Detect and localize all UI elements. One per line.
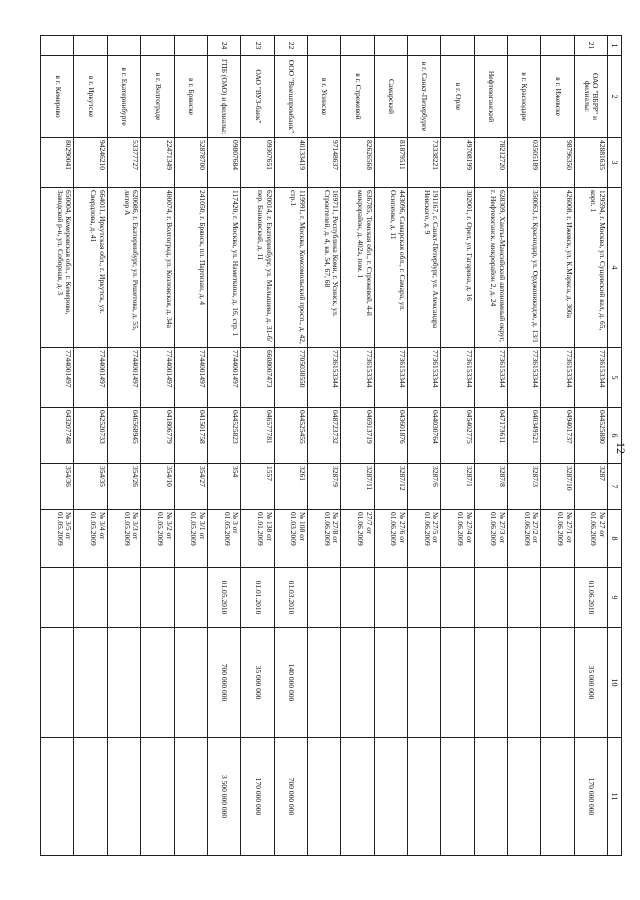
registration-number: 3261 — [274, 464, 307, 510]
registration-number: 354/26 — [107, 464, 140, 510]
row-number — [441, 36, 474, 56]
registration-number: 3287 — [574, 464, 607, 510]
end-date — [307, 568, 340, 628]
address: 350063, г. Краснодар, ул. Орджоникидзе, д. 13/1 — [507, 188, 540, 348]
end-date: 01.03.2010 — [274, 568, 307, 628]
total-amount — [74, 738, 107, 856]
end-date — [74, 568, 107, 628]
contract-reference: № 27 от 01.06.2009 — [574, 510, 607, 568]
contract-reference: № 108 от 01.03.2009 — [274, 510, 307, 568]
okpo-code: 94246210 — [74, 138, 107, 188]
bank-name: в г. Кемерово — [41, 56, 75, 138]
table-row — [41, 36, 75, 856]
registration-number: 354/27 — [174, 464, 207, 510]
credit-limit — [74, 628, 107, 738]
end-date — [41, 568, 75, 628]
address: 191167, г. Санкт-Петербург, ул. Александра Невского, д. 9 — [407, 188, 440, 348]
bank-name: в г. Брянске — [174, 56, 207, 138]
row-number — [341, 36, 374, 56]
contract-reference: № 3/1 от 01.05.2009 — [174, 510, 207, 568]
okpo-code: 03505189 — [507, 138, 540, 188]
bik-code: 044525880 — [574, 408, 607, 464]
inn-code: 7736153344 — [341, 348, 374, 408]
bik-code: 041806779 — [141, 408, 174, 464]
credit-limit: 140 000 000 — [274, 628, 307, 738]
row-number — [374, 36, 407, 56]
inn-code: 7736153344 — [474, 348, 507, 408]
bank-name: в г. Волгограде — [141, 56, 174, 138]
inn-code: 7744001497 — [74, 348, 107, 408]
address: 650004, Кемеровская обл., г. Кемерово, Заводской р-н, ул. Соборная, д. 3 — [41, 188, 75, 348]
bank-name: ОАО "ВБРР" и филиалы: — [574, 56, 607, 138]
credit-limit — [341, 628, 374, 738]
inn-code: 7736153344 — [407, 348, 440, 408]
registration-number: 3287/10 — [541, 464, 574, 510]
table-row — [141, 36, 174, 856]
bank-registry-table — [40, 35, 622, 856]
row-number — [74, 36, 107, 56]
end-date — [474, 568, 507, 628]
table-row — [541, 36, 574, 856]
registration-number: 3287/6 — [407, 464, 440, 510]
contract-reference: № 27/2 от 01.06.2009 — [507, 510, 540, 568]
registration-number: 3287/11 — [341, 464, 374, 510]
column-number-header-row — [608, 36, 622, 856]
total-amount: 170 000 000 — [574, 738, 607, 856]
table-row — [407, 36, 440, 856]
registration-number: 354/35 — [74, 464, 107, 510]
inn-code: 7736153344 — [541, 348, 574, 408]
table-body — [41, 36, 608, 856]
contract-reference: № 3/3 от 01.05.2009 — [107, 510, 140, 568]
bank-name: в г. Усинске — [307, 56, 340, 138]
bank-name: в г. Ижевске — [541, 56, 574, 138]
column-header-6: 6 — [608, 408, 622, 464]
okpo-code: 09807684 — [207, 138, 240, 188]
row-number — [507, 36, 540, 56]
okpo-code: 40133419 — [274, 138, 307, 188]
total-amount — [374, 738, 407, 856]
inn-code: 7705038550 — [274, 348, 307, 408]
okpo-code: 98796350 — [541, 138, 574, 188]
row-number — [107, 36, 140, 56]
okpo-code: 73338221 — [407, 138, 440, 188]
row-number — [474, 36, 507, 56]
total-amount: 170 000 000 — [241, 738, 274, 856]
total-amount — [41, 738, 75, 856]
bank-name: в г. Екатеринбурге — [107, 56, 140, 138]
bank-name: ГПБ (ОАО) и филиалы: — [207, 56, 240, 138]
row-number — [41, 36, 75, 56]
end-date — [441, 568, 474, 628]
column-header-11: 11 — [608, 738, 622, 856]
credit-limit: 35 000 000 — [241, 628, 274, 738]
address: 664011, Иркутская обл., г. Иркутск, ул. Свердлова, д. 41 — [74, 188, 107, 348]
registration-number: 3287/9 — [307, 464, 340, 510]
bik-code: 049401737 — [541, 408, 574, 464]
credit-limit — [507, 628, 540, 738]
column-header-5: 5 — [608, 348, 622, 408]
column-header-2: 2 — [608, 56, 622, 138]
table-row — [574, 36, 607, 856]
contract-reference: № 27/5 от 01.06.2009 — [407, 510, 440, 568]
total-amount — [507, 738, 540, 856]
table-row — [274, 36, 307, 856]
inn-code: 7736153344 — [307, 348, 340, 408]
credit-limit — [541, 628, 574, 738]
end-date — [341, 568, 374, 628]
okpo-code: 09307651 — [241, 138, 274, 188]
inn-code: 7744001497 — [174, 348, 207, 408]
okpo-code: 82626568 — [341, 138, 374, 188]
total-amount — [341, 738, 374, 856]
registration-number: 354/10 — [141, 464, 174, 510]
table-row — [374, 36, 407, 856]
table-row — [441, 36, 474, 856]
column-header-9: 9 — [608, 568, 622, 628]
credit-limit — [407, 628, 440, 738]
bik-code: 044525455 — [274, 408, 307, 464]
end-date — [107, 568, 140, 628]
contract-reference: № 3/2 от 01.05.2009 — [141, 510, 174, 568]
credit-limit: 35 000 000 — [574, 628, 607, 738]
row-number — [541, 36, 574, 56]
contract-reference: № 27/4 от 01.06.2009 — [441, 510, 474, 568]
row-number: 22 — [274, 36, 307, 56]
okpo-code: 80290041 — [41, 138, 75, 188]
bik-code: 042520733 — [74, 408, 107, 464]
bik-code: 043601876 — [374, 408, 407, 464]
end-date — [374, 568, 407, 628]
contract-reference: 27/7 от 01.06.2009 — [341, 510, 374, 568]
total-amount — [174, 738, 207, 856]
bank-name: в г. Орле — [441, 56, 474, 138]
total-amount — [441, 738, 474, 856]
total-amount — [407, 738, 440, 856]
table-row — [474, 36, 507, 856]
address: 119991, г. Москва, Комсомольский просп., д. 42, стр.1 — [274, 188, 307, 348]
total-amount — [474, 738, 507, 856]
row-number: 23 — [241, 36, 274, 56]
inn-code: 7736153344 — [574, 348, 607, 408]
table-row — [507, 36, 540, 856]
bik-code: 041501758 — [174, 408, 207, 464]
bik-code: 045402775 — [441, 408, 474, 464]
address: 620086, г. Екатеринбург, ул. Решетова, д. 55, литер А — [107, 188, 140, 348]
end-date: 01.05.2010 — [207, 568, 240, 628]
address: 620014, г. Екатеринбург, ул. Малышева, д. 31-б/пер. Банковский, д. 11 — [241, 188, 274, 348]
okpo-code: 97148637 — [307, 138, 340, 188]
end-date — [507, 568, 540, 628]
table-row — [174, 36, 207, 856]
rotated-table-wrapper — [40, 35, 622, 855]
registration-number: 354/36 — [41, 464, 75, 510]
credit-limit — [107, 628, 140, 738]
table-row — [207, 36, 240, 856]
okpo-code: 49708199 — [441, 138, 474, 188]
row-number — [307, 36, 340, 56]
inn-code: 7736153344 — [374, 348, 407, 408]
page-number: 12 — [614, 442, 628, 454]
inn-code: 7736153344 — [441, 348, 474, 408]
credit-limit — [307, 628, 340, 738]
credit-limit: 700 000 000 — [207, 628, 240, 738]
registration-number: 3287/3 — [507, 464, 540, 510]
okpo-code: 22471349 — [141, 138, 174, 188]
row-number: 24 — [207, 36, 240, 56]
address: 443096, Самарская обл., г. Самара, ул. Осипенко, д. 11 — [374, 188, 407, 348]
bik-code: 040349521 — [507, 408, 540, 464]
address: 426008, г. Ижевск, ул. К.Маркса, д. 300а — [541, 188, 574, 348]
bik-code: 044030764 — [407, 408, 440, 464]
address: 169711, Республика Коми, г. Усинск, ул. Строителей, д. 4, кв. 54, 67, 68 — [307, 188, 340, 348]
column-header-10: 10 — [608, 628, 622, 738]
inn-code: 7744001497 — [207, 348, 240, 408]
bank-name: ООО "Внешпромбанк" — [274, 56, 307, 138]
bik-code: 044525823 — [207, 408, 240, 464]
inn-code: 6608007473 — [241, 348, 274, 408]
bank-name: в г. Санкт-Петербурге — [407, 56, 440, 138]
end-date: 01.06.2010 — [574, 568, 607, 628]
column-header-4: 4 — [608, 188, 622, 348]
registration-number: 354 — [207, 464, 240, 510]
registration-number: 1557 — [241, 464, 274, 510]
total-amount — [107, 738, 140, 856]
bik-code: 046913719 — [341, 408, 374, 464]
okpo-code: 53377727 — [107, 138, 140, 188]
contract-reference: № 3/5 от 01.05.2009 — [41, 510, 75, 568]
bank-name: Нефтеюганский — [474, 56, 507, 138]
inn-code: 7744001497 — [107, 348, 140, 408]
bik-code: 043207748 — [41, 408, 75, 464]
total-amount: 3 500 000 000 — [207, 738, 240, 856]
row-number — [407, 36, 440, 56]
contract-reference: № 3 от 01.05.2009 — [207, 510, 240, 568]
bank-name: в г. Стрежевой — [341, 56, 374, 138]
inn-code: 7744001497 — [41, 348, 75, 408]
inn-code: 7736153344 — [507, 348, 540, 408]
end-date — [541, 568, 574, 628]
bank-name: Самарский — [374, 56, 407, 138]
column-header-7: 7 — [608, 464, 622, 510]
table-row — [307, 36, 340, 856]
registration-number: 3287/8 — [474, 464, 507, 510]
okpo-code: 42881635 — [574, 138, 607, 188]
contract-reference: № 27/1 от 01.06.2009 — [541, 510, 574, 568]
credit-limit — [441, 628, 474, 738]
credit-limit — [474, 628, 507, 738]
row-number — [174, 36, 207, 56]
registration-number: 3287/1 — [441, 464, 474, 510]
end-date — [141, 568, 174, 628]
row-number — [141, 36, 174, 56]
table-row — [341, 36, 374, 856]
credit-limit — [141, 628, 174, 738]
rotated-page-container — [40, 35, 622, 855]
contract-reference: № 27/3 от 01.06.2009 — [474, 510, 507, 568]
end-date — [174, 568, 207, 628]
bik-code: 046568945 — [107, 408, 140, 464]
bank-name: в г. Краснодаре — [507, 56, 540, 138]
total-amount: 700 000 000 — [274, 738, 307, 856]
column-header-3: 3 — [608, 138, 622, 188]
column-header-8: 8 — [608, 510, 622, 568]
okpo-code: 52878700 — [174, 138, 207, 188]
credit-limit — [41, 628, 75, 738]
total-amount — [141, 738, 174, 856]
total-amount — [307, 738, 340, 856]
bank-name: в г. Иркутске — [74, 56, 107, 138]
contract-reference: № 3/4 от 01.05.2009 — [74, 510, 107, 568]
bik-code: 047173611 — [474, 408, 507, 464]
row-number: 21 — [574, 36, 607, 56]
address: 628309, Ханты-Мансийский автономный округ, г. Нефтеюганск, микрорайон 2, д. 24 — [474, 188, 507, 348]
table-row — [74, 36, 107, 856]
registration-number: 3287/12 — [374, 464, 407, 510]
bank-name: ОАО "ВУЗ-банк" — [241, 56, 274, 138]
okpo-code: 81879511 — [374, 138, 407, 188]
column-header-1: 1 — [608, 36, 622, 56]
bik-code: 048723732 — [307, 408, 340, 464]
address: 117420, г. Москва, ул. Наметкина, д. 16, стр. 1 — [207, 188, 240, 348]
address: 129594, г. Москва, ул. Сущевский вал, д. 65, корп. 1 — [574, 188, 607, 348]
inn-code: 7744001497 — [141, 348, 174, 408]
end-date — [407, 568, 440, 628]
okpo-code: 78212720 — [474, 138, 507, 188]
contract-reference: № 138 от 01.01.2009 — [241, 510, 274, 568]
address: 636785, Томская обл., г. Стрежевой, 4-й микрорайон, д. 402а, пом. 1 — [341, 188, 374, 348]
contract-reference: № 27/6 от 01.06.2009 — [374, 510, 407, 568]
credit-limit — [374, 628, 407, 738]
contract-reference: № 27/8 от 01.06.2009 — [307, 510, 340, 568]
table-row — [107, 36, 140, 856]
end-date: 01.01.2010 — [241, 568, 274, 628]
address: 241050, г. Брянск, пл. Партизан, д. 4 — [174, 188, 207, 348]
address: 302001, г. Орел, ул. Гагарина, д. 16 — [441, 188, 474, 348]
credit-limit — [174, 628, 207, 738]
total-amount — [541, 738, 574, 856]
address: 400074, г. Волгоград, ул. Козловская, д. 34а — [141, 188, 174, 348]
table-row — [241, 36, 274, 856]
bik-code: 046577781 — [241, 408, 274, 464]
